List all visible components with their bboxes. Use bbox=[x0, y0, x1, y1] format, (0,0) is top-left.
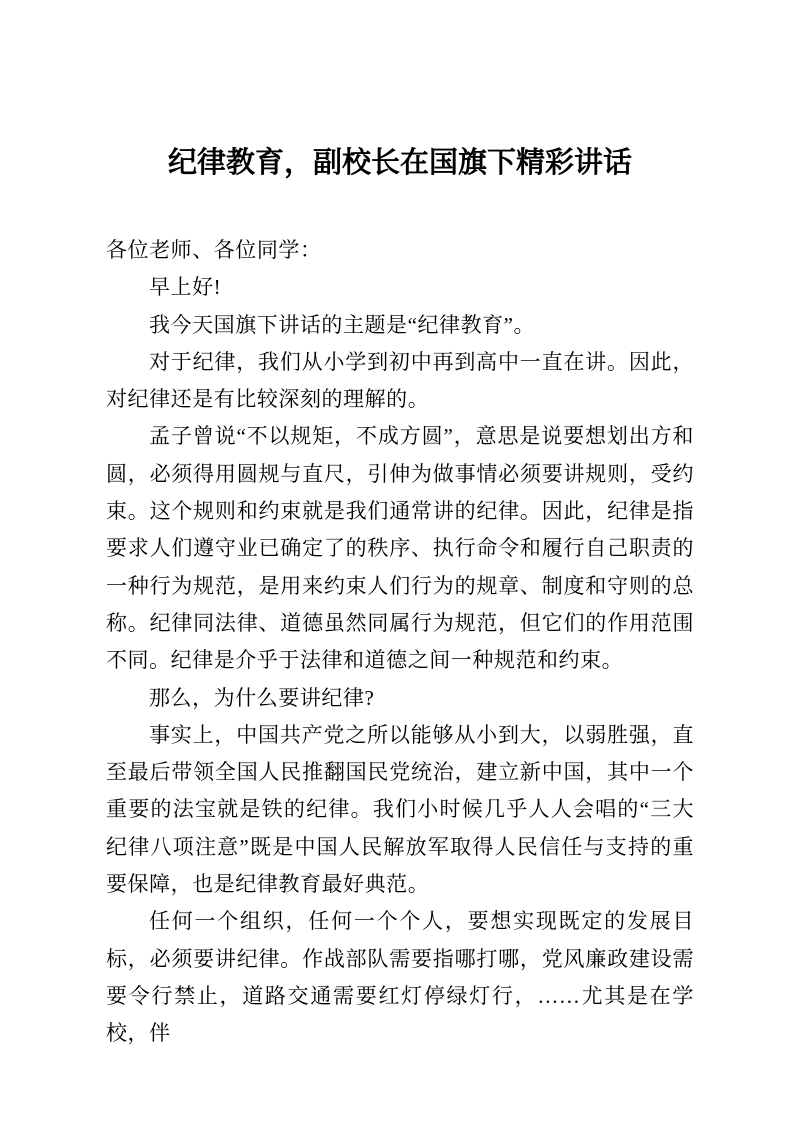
document-body bbox=[106, 232, 694, 1053]
paragraph-salutation: 各位老师、各位同学： bbox=[106, 238, 322, 262]
paragraph-greeting: 早上好! bbox=[149, 275, 222, 300]
paragraph-question: 那么，为什么要讲纪律? bbox=[149, 685, 375, 710]
paragraph-topic: 我今天国旗下讲话的主题是“纪律教育”。 bbox=[149, 312, 536, 337]
page-title: 纪律教育，副校长在国旗下精彩讲话 bbox=[167, 147, 632, 179]
paragraph-body-2: 孟子曾说“不以规矩，不成方圆”，意思是说要想划出方和圆，必须得用圆规与直尺，引伸为做事情必须要讲规则，受约束。这个规则和约束就是我们通常讲的纪律。因此，纪律是指要求人们遵守业已确定了的秩序、执行命令和履行自己职责的一种行为规范，是用来约束人们行为的规章、制度和守则的总称。纪律同法律、道德虽然同属行为规范，但它们的作用范围不同。纪律是介乎于法律和道德之间一种规范和约束。 bbox=[106, 424, 694, 673]
paragraph-body-1: 对于纪律，我们从小学到初中再到高中一直在讲。因此，对纪律还是有比较深刻的理解的。 bbox=[106, 349, 694, 412]
paragraph-body-3: 事实上，中国共产党之所以能够从小到大，以弱胜强，直至最后带领全国人民推翻国民党统治，建立新中国，其中一个重要的法宝就是铁的纪律。我们小时候几乎人人会唱的“三大纪律八项注意”既是中国人民解放军取得人民信任与支持的重要保障，也是纪律教育最好典范。 bbox=[106, 722, 694, 897]
paragraph-body-4: 任何一个组织，任何一个个人，要想实现既定的发展目标，必须要讲纪律。作战部队需要指哪打哪，党风廉政建设需要令行禁止，道路交通需要红灯停绿灯行，……尤其是在学校，伴 bbox=[106, 909, 694, 1046]
